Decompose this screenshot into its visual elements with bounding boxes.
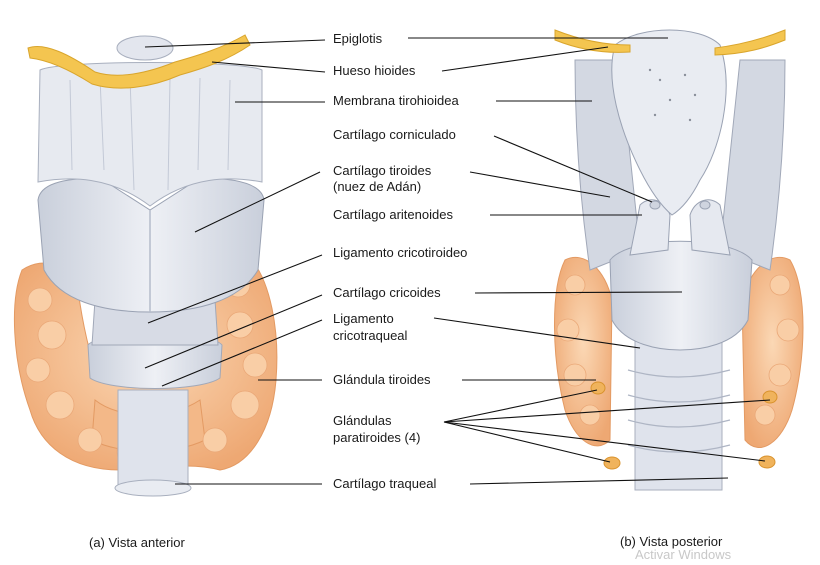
activate-windows-watermark: Activar Windows	[635, 547, 732, 562]
caption-posterior-view: (b) Vista posterior	[620, 534, 723, 549]
label-parathyroid-line2: paratiroides (4)	[333, 430, 421, 445]
label-thyroid-cartilage-line1: Cartílago tiroides	[333, 163, 432, 178]
label-hyoid-bone: Hueso hioides	[333, 63, 416, 78]
label-thyroid-cartilage-line2: (nuez de Adán)	[333, 179, 422, 194]
posterior-view	[554, 30, 803, 490]
label-tracheal-cartilage: Cartílago traqueal	[333, 476, 437, 491]
label-cricotracheal-line2: cricotraqueal	[333, 328, 408, 343]
label-cricotracheal-line1: Ligamento	[333, 311, 394, 326]
caption-anterior-view: (a) Vista anterior	[89, 535, 185, 550]
epiglottis-anterior	[117, 36, 173, 60]
label-corniculate-cartilage: Cartílago corniculado	[333, 127, 456, 142]
label-arytenoid-cartilage: Cartílago aritenoides	[333, 207, 453, 222]
label-thyrohyoid-membrane: Membrana tirohioidea	[333, 93, 459, 108]
trachea-posterior	[635, 340, 722, 490]
label-cricoid-cartilage: Cartílago cricoides	[333, 285, 441, 300]
label-thyroid-gland: Glándula tiroides	[333, 372, 431, 387]
label-cricothyroid-ligament: Ligamento cricotiroideo	[333, 245, 468, 260]
cricoid-posterior	[610, 241, 752, 350]
label-epiglottis: Epiglotis	[333, 31, 383, 46]
anterior-view	[14, 35, 276, 496]
label-parathyroid-line1: Glándulas	[333, 413, 392, 428]
